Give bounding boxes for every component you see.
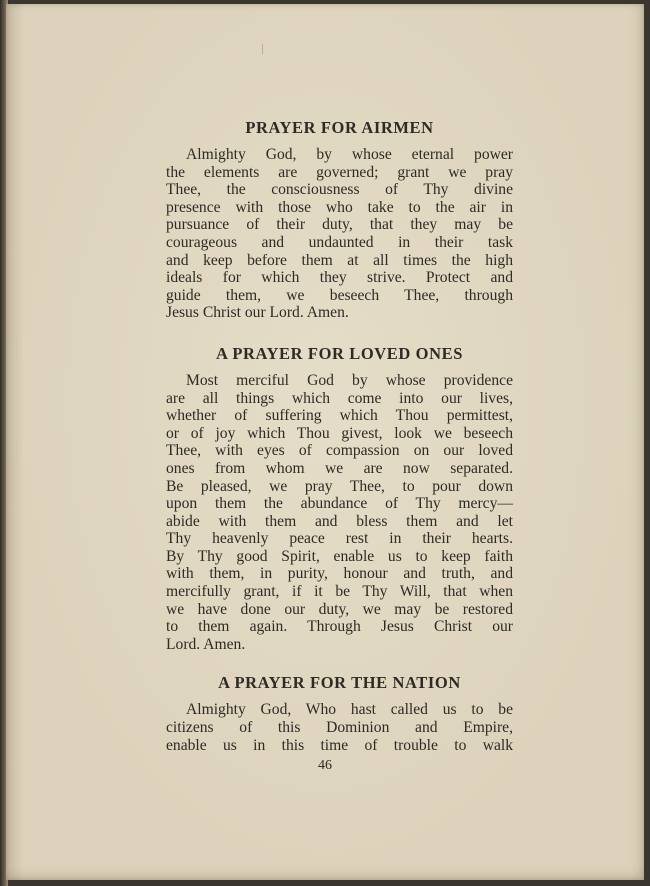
prayer-paragraph: [166, 701, 513, 754]
text-line: the elements are governed; grant we pray: [166, 163, 513, 181]
text-line: enable us in this time of trouble to walk: [166, 736, 513, 754]
text-line: Jesus Christ our Lord. Amen.: [166, 304, 349, 322]
text-line: Be pleased, we pray Thee, to pour down: [166, 477, 513, 495]
page-text-block: [166, 118, 513, 754]
text-line: Thee, the consciousness of Thy divine: [166, 181, 513, 199]
text-line: pursuance of their duty, that they may be: [166, 216, 513, 234]
paper-mark: [262, 44, 263, 54]
text-line: guide them, we beseech Thee, through: [166, 286, 513, 304]
text-line: abide with them and bless them and let: [166, 512, 513, 530]
section-heading: PRAYER FOR AIRMEN: [245, 118, 434, 137]
text-line: Thy heavenly peace rest in their hearts.: [166, 530, 513, 548]
text-line: Almighty God, Who hast called us to be: [186, 701, 513, 719]
text-line: we have done our duty, we may be restored: [166, 600, 513, 618]
text-line: courageous and undaunted in their task: [166, 233, 513, 251]
text-line: with them, in purity, honour and truth, and: [166, 565, 513, 583]
text-line: and keep before them at all times the high: [166, 251, 513, 269]
text-line: to them again. Through Jesus Christ our: [166, 618, 513, 636]
text-line: citizens of this Dominion and Empire,: [166, 719, 513, 737]
text-line: Thee, with eyes of compassion on our loved: [166, 442, 513, 460]
section-heading: A PRAYER FOR THE NATION: [218, 673, 461, 693]
prayer-paragraph: [166, 146, 513, 322]
text-line: are all things which come into our lives,: [166, 389, 513, 407]
section-prayer-for-loved-ones: [166, 344, 513, 654]
prayer-paragraph: [166, 372, 513, 654]
text-line: By Thy good Spirit, enable us to keep faith: [166, 547, 513, 565]
text-line: ones from whom we are now separated.: [166, 459, 513, 477]
text-line: presence with those who take to the air in: [166, 198, 513, 216]
section-prayer-for-airmen: [166, 118, 513, 322]
text-line: Lord. Amen.: [166, 635, 246, 653]
page-number: 46: [318, 758, 332, 773]
text-line: upon them the abundance of Thy mercy—: [166, 495, 513, 513]
text-line: ideals for which they strive. Protect and: [166, 269, 513, 287]
text-line: mercifully grant, if it be Thy Will, that when: [166, 583, 513, 601]
text-line: Almighty God, by whose eternal power: [186, 146, 513, 163]
text-line: or of joy which Thou givest, look we beseech: [166, 424, 513, 442]
text-line: Most merciful God by whose providence: [186, 371, 513, 389]
section-heading: A PRAYER FOR LOVED ONES: [216, 343, 463, 363]
text-line: whether of suffering which Thou permittest,: [166, 407, 513, 425]
section-prayer-for-the-nation: [166, 673, 513, 754]
